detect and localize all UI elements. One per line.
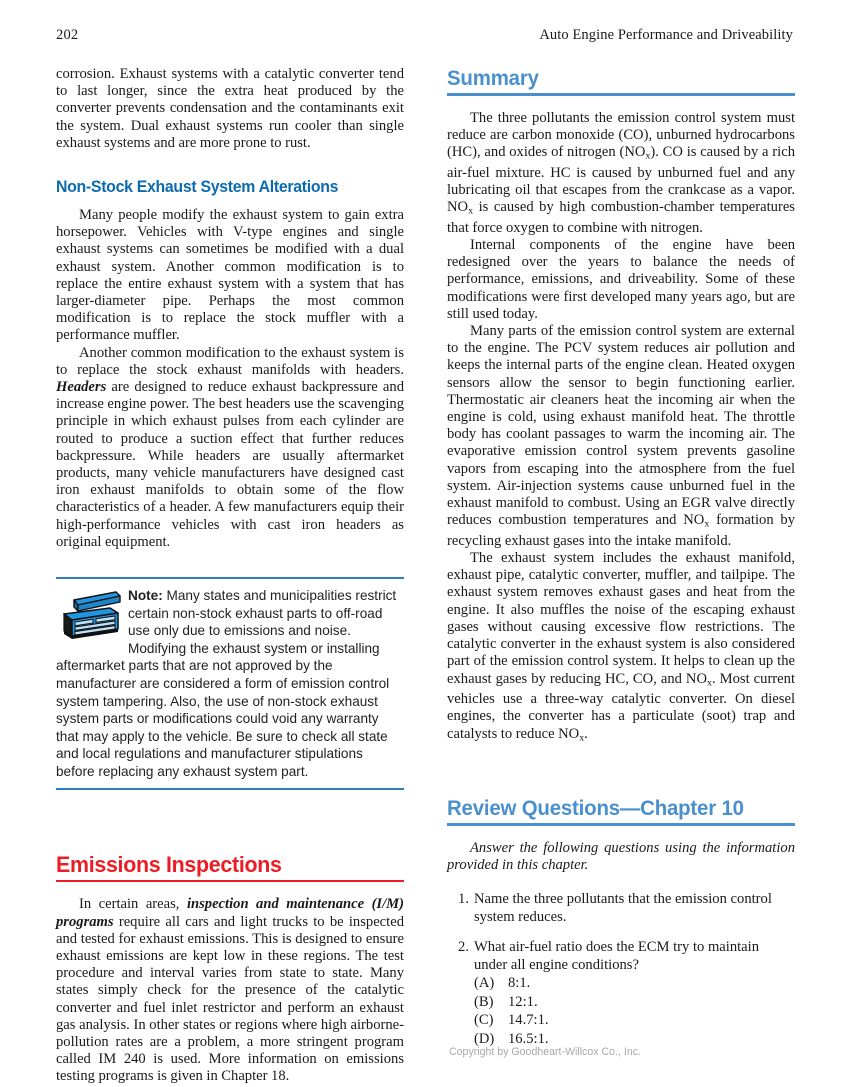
paragraph-headers (56, 345, 404, 551)
answer-choice (474, 974, 795, 992)
summary-1b: ). CO is caused by a rich air-fuel mixture. HC is caused by unburned fuel and any lubricating oil that escapes from the crankcase as a vapor. NO (447, 144, 795, 216)
heading-review-questions: Review Questions—Chapter 10 (447, 796, 744, 821)
answer-choice (474, 1011, 795, 1029)
subscript-x: x (645, 150, 651, 162)
note-body: Many states and municipalities restrict certain non-stock exhaust parts to off-road use only due to emissions and noise. Modifying the exhaust system or installing aftermarket parts that are not approved by the manufacturer are considered a form of emission control system tampering. Also, the use of non-stock exhaust system parts or modifications could void any warranty that may apply to the vehicle. Be sure to check all state and local regulations and manufacturer stipulations before replacing any exhaust system part. (56, 588, 397, 780)
subscript-x: x (704, 518, 710, 530)
note-label: Note: (128, 588, 163, 604)
summary-4b: . Most current vehicles use a three-way catalytic converter. On diesel engines, the converter has a particulate (soot) trap and catalysts to reduce NO (447, 670, 795, 742)
review-question-list (447, 891, 795, 1048)
paragraph-headers-rest: are designed to reduce exhaust backpressure and increase engine power. The best headers use the scavenging principle in which exhaust pulses from each cylinder are routed to produce a suction effect that further reduces backpressure. While headers are usually aftermarket products, many vehicle manufacturers have designed cast iron exhaust manifolds to obtain some of the flow characteristics of a header. A few manufacturers equip their high-performance vehicles with cast iron headers as original equipment. (56, 379, 404, 550)
summary-3b: formation by recycling exhaust gases into the intake manifold. (447, 512, 795, 549)
paragraph-summary-3 (447, 323, 795, 550)
emissions-lead: In certain areas, (79, 896, 187, 913)
left-column (56, 66, 404, 1086)
term-im-programs: inspection and maintenance (I/M) programs (56, 896, 404, 930)
question-number: 2. (458, 938, 469, 955)
paragraph-continued: corrosion. Exhaust systems with a catalytic converter tend to last longer, since the extra heat produced by the converter prevents condensation and the contaminants exit the system. Dual exhaust systems run cooler than single exhaust systems and are more prone to rust. (56, 66, 404, 151)
summary-1c: is caused by high combustion-chamber temperatures that force oxygen to combine with nitrogen. (447, 199, 795, 236)
choice-value: 8:1. (508, 975, 531, 992)
question-number: 1. (458, 891, 469, 908)
toolbox-icon (58, 588, 122, 641)
choice-label: (C) (474, 1012, 494, 1029)
paragraph-summary-2: Internal components of the engine have been redesigned over the years to balance the needs of performance, emissions, and driveability. Some of these modifications were first developed many years ago, but are still used today. (447, 236, 795, 322)
emissions-rest: require all cars and light trucks to be inspected and tested for exhaust emissions. This is designed to ensure exhaust emissions are kept low in these regions. The test procedure and interval varies from state to state. Many states simply check for the presence of the catalytic converter and fuel inlet restrictor and perform an exhaust gas analysis. In other states or regions where high airborne-pollution rates are a problem, a more stringent program called IM 240 is used. More information on emissions testing programs is given in Chapter 18. (56, 913, 404, 1085)
choice-value: 14.7:1. (508, 1012, 549, 1029)
question-text: Name the three pollutants that the emission control system reduces. (474, 891, 772, 926)
paragraph-summary-1 (447, 110, 795, 237)
choice-value: 16.5:1. (508, 1030, 549, 1047)
answer-choice (474, 993, 795, 1011)
review-instruction: Answer the following questions using the information provided in this chapter. (447, 839, 795, 874)
note-box (56, 577, 404, 790)
review-question (447, 939, 795, 1048)
summary-4a: The exhaust system includes the exhaust manifold, exhaust pipe, catalytic converter, muffler, and tailpipe. The exhaust system removes exhaust gases and heat from the engine. It also muffles the noise of the escaping exhaust gases without causing excessive flow restrictions. The catalytic converter in the exhaust system is also considered part of the emission control system. It helps to clean up the exhaust gases by reducing HC, CO, and NO (447, 550, 795, 687)
subscript-x: x (579, 732, 585, 744)
running-title: Auto Engine Performance and Driveability (539, 27, 793, 43)
term-headers: Headers (56, 379, 107, 396)
running-head (56, 27, 793, 44)
answer-choice-list (474, 974, 795, 1048)
subscript-x: x (468, 205, 474, 217)
choice-label: (A) (474, 975, 495, 992)
paragraph-summary-4 (447, 550, 795, 746)
subscript-x: x (707, 676, 712, 688)
page-number: 202 (56, 27, 79, 43)
right-column (447, 66, 795, 1048)
question-text: What air-fuel ratio does the ECM try to maintain under all engine conditions? (474, 938, 760, 973)
page-footer (0, 1046, 849, 1058)
choice-value: 12:1. (508, 993, 538, 1010)
choice-label: (B) (474, 993, 494, 1010)
paragraph-modify-exhaust: Many people modify the exhaust system to gain extra horsepower. Vehicles with V-type engines and single exhaust systems can sometimes be modified with a dual exhaust system. Another common modification is to replace the entire exhaust system with a system that has larger-diameter pipe. Perhaps the most common modification is to replace the stock muffler with a performance muffler. (56, 207, 404, 344)
paragraph-headers-lead: Another common modification to the exhaust system is to replace the stock exhaust manifolds with headers. (56, 344, 404, 378)
summary-1a: The three pollutants the emission control system must reduce are carbon monoxide (CO), unburned hydrocarbons (HC), and oxides of nitrogen (NO (447, 109, 795, 160)
heading-emissions-inspections: Emissions Inspections (56, 851, 282, 877)
choice-label: (D) (474, 1030, 495, 1047)
heading-non-stock-exhaust: Non-Stock Exhaust System Alterations (56, 178, 339, 197)
copyright-notice: Copyright by Goodheart-Willcox Co., Inc. (449, 1046, 641, 1058)
summary-3a: Many parts of the emission control system are external to the engine. The PCV system reduces air pollution and keeps the internal parts of the engine clean. Heated oxygen sensors allow the sensor to begin functioning earlier. Thermostatic air cleaners heat the incoming air when the engine is cold, using exhaust manifold heat. The throttle body has coolant passages to warm the incoming air. The evaporative emission control system prevents gasoline vapors from escaping into the atmosphere from the fuel system. Air-injection systems cause unburned fuel in the exhaust manifold to combust. Using an EGR valve directly reduces combustion temperatures and NO (447, 322, 795, 529)
review-question (447, 891, 795, 927)
summary-4c: . (584, 725, 588, 742)
heading-summary: Summary (447, 66, 539, 90)
